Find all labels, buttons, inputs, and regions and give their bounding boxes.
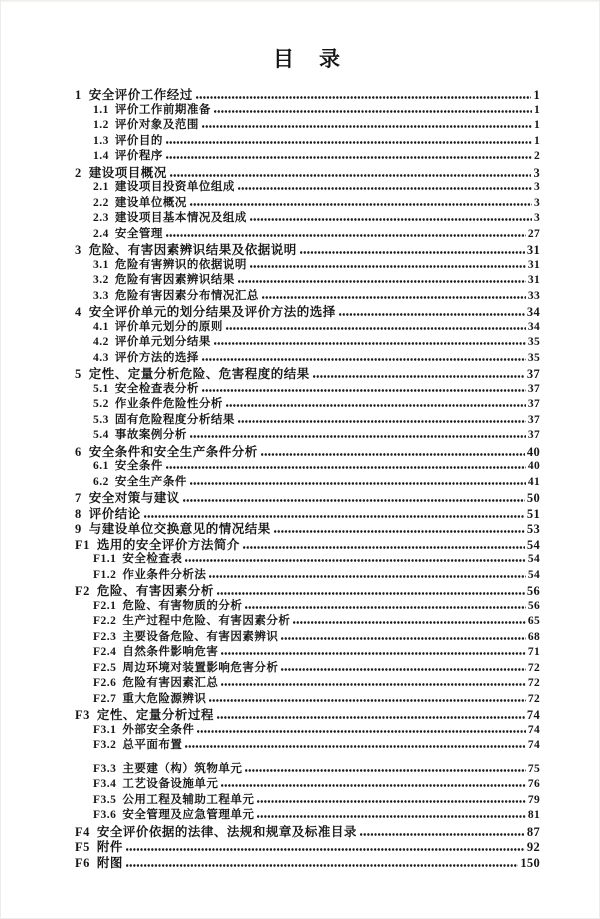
toc-entry-label: 危险有害辨识的依据说明 — [114, 258, 247, 271]
dot-leader — [196, 96, 532, 99]
toc-entry — [93, 566, 540, 582]
dot-leader — [217, 592, 525, 595]
toc-entry — [75, 853, 540, 869]
dot-leader — [166, 141, 532, 144]
toc-entry — [75, 488, 540, 504]
toc-entry — [93, 349, 540, 365]
toc-entry-number: F2.6 — [93, 677, 117, 689]
toc-entry-number: F3.5 — [93, 793, 117, 806]
toc-entry-number: 3 — [75, 243, 82, 257]
toc-entry — [75, 705, 540, 721]
toc-entry-label: 评价工作前期准备 — [114, 103, 211, 116]
toc-entry-number: 5.2 — [93, 398, 109, 410]
toc-entry-label: 安全对策与建议 — [88, 491, 180, 505]
toc-entry-number: 5.3 — [93, 413, 109, 426]
toc-entry-page: 3 — [533, 196, 540, 209]
toc-entry-page: 1 — [533, 134, 540, 147]
dot-leader — [226, 327, 526, 330]
dot-leader — [262, 296, 526, 299]
toc-entry-number: 6.1 — [93, 460, 109, 472]
toc-entry-number: F2.2 — [93, 615, 117, 627]
toc-entry-label: 安全评价工作经过 — [88, 88, 193, 102]
toc-entry-label: 公用工程及辅助工程单元 — [122, 793, 255, 806]
dot-leader — [221, 652, 525, 655]
toc-entry-number: F1.1 — [93, 553, 117, 565]
toc-entry-label: 与建设单位交换意见的情况结果 — [88, 522, 271, 536]
dot-leader — [185, 559, 525, 562]
dot-leader — [238, 187, 532, 190]
dot-leader — [144, 515, 525, 518]
toc-entry-page: 34 — [527, 320, 540, 333]
toc-entry-label: 总平面布置 — [122, 739, 183, 751]
toc-entry — [93, 674, 540, 690]
page-title: 目 录 — [273, 47, 342, 71]
toc-entry-page: 41 — [527, 475, 540, 488]
toc-entry-page: 54 — [527, 568, 540, 581]
toc-entry — [93, 721, 540, 737]
toc-entry-number: 3.2 — [93, 274, 109, 286]
dot-leader — [221, 784, 525, 787]
toc-entry-label: 固有危险程度分析结果 — [114, 413, 235, 426]
toc-entry-label: 作业条件分析法 — [122, 568, 207, 581]
toc-entry — [93, 194, 540, 210]
toc-entry — [75, 519, 540, 535]
toc-list — [75, 85, 540, 868]
toc-entry-page: 74 — [527, 739, 540, 751]
toc-entry — [75, 163, 540, 179]
toc-entry-number: 2.3 — [93, 212, 109, 224]
toc-entry-page: 33 — [527, 289, 540, 302]
toc-entry-label: 自然条件影响危害 — [122, 646, 219, 658]
toc-entry — [93, 457, 540, 473]
toc-entry-page: 54 — [527, 553, 540, 565]
dot-leader — [281, 637, 525, 640]
toc-entry-label: 外部安全条件 — [122, 723, 195, 736]
dot-leader — [190, 203, 532, 206]
dot-leader — [238, 420, 526, 423]
toc-entry-page: 1 — [533, 88, 540, 102]
toc-entry — [93, 178, 540, 194]
toc-entry — [75, 535, 540, 551]
toc-entry-label: 主要设备危险、有害因素辨识 — [122, 630, 279, 643]
toc-entry-number: 1.2 — [93, 119, 109, 131]
toc-entry — [93, 333, 540, 349]
dot-leader — [300, 251, 525, 254]
toc-entry-label: 评价单元划分结果 — [114, 336, 211, 348]
toc-entry-label: 危险、有害物质的分析 — [122, 599, 243, 612]
toc-entry — [75, 442, 540, 458]
toc-entry-page: 40 — [526, 444, 540, 459]
toc-entry-number: 1.4 — [93, 150, 109, 162]
toc-entry-number: 1.1 — [93, 103, 109, 116]
toc-entry — [93, 225, 540, 241]
dot-leader — [313, 375, 525, 378]
toc-entry — [93, 791, 540, 807]
toc-entry-label: 附图 — [96, 855, 123, 870]
toc-entry — [93, 411, 540, 427]
dot-leader — [339, 313, 525, 316]
toc-entry-number: 3.1 — [93, 258, 109, 271]
toc-entry-label: 安全检查表 — [122, 553, 183, 565]
toc-entry-label: 安全生产条件 — [114, 475, 187, 488]
toc-entry — [75, 581, 540, 597]
toc-entry-label: 安全条件和安全生产条件分析 — [88, 444, 258, 459]
toc-entry-label: 定性、定量分析危险、危害程度的结果 — [88, 367, 310, 381]
toc-entry-page: 27 — [527, 227, 540, 240]
toc-entry — [93, 659, 540, 675]
dot-leader — [190, 482, 526, 485]
toc-entry-label: 安全检查表分析 — [114, 382, 199, 395]
dot-leader — [202, 389, 526, 392]
dot-leader — [166, 156, 532, 159]
toc-entry-page: 72 — [527, 661, 540, 674]
toc-entry-label: 评价单元划分的原则 — [114, 320, 223, 333]
toc-entry-label: 安全管理及应急管理单元 — [122, 809, 255, 821]
toc-entry-number: 2.2 — [93, 196, 109, 209]
toc-entry — [93, 132, 540, 148]
toc-entry — [75, 822, 540, 838]
toc-entry — [93, 597, 540, 613]
toc-entry-page: 37 — [526, 367, 540, 381]
toc-entry — [75, 85, 540, 101]
toc-entry-number: F6 — [75, 855, 90, 870]
toc-entry-page: 51 — [526, 506, 540, 521]
toc-entry-page: 40 — [527, 460, 540, 472]
toc-entry-label: 选用的安全评价方法简介 — [96, 537, 240, 552]
toc-entry-label: 安全评价依据的法律、法规和规章及标准目录 — [96, 824, 357, 839]
toc-entry-label: 建设项目基本情况及组成 — [114, 212, 247, 224]
toc-entry — [93, 101, 540, 117]
dot-leader — [238, 280, 526, 283]
toc-entry-number: F2 — [75, 584, 90, 598]
dot-leader — [221, 683, 525, 686]
toc-entry-page: 34 — [526, 305, 540, 319]
toc-entry-label: 安全管理 — [114, 227, 163, 240]
toc-entry-number: 6.2 — [93, 475, 109, 488]
toc-entry — [93, 550, 540, 566]
toc-entry-page: 1 — [533, 119, 540, 131]
toc-entry-label: 评价方法的选择 — [114, 351, 199, 364]
dot-leader — [209, 575, 525, 578]
toc-entry-label: 作业条件危险性分析 — [114, 398, 223, 410]
toc-entry-page: 50 — [526, 491, 540, 505]
toc-entry-page: 71 — [527, 646, 540, 658]
dot-leader — [226, 404, 526, 407]
toc-entry-label: 评价对象及范围 — [114, 119, 199, 131]
dot-leader — [190, 435, 526, 438]
toc-entry-page: 68 — [527, 630, 540, 643]
toc-entry — [93, 775, 540, 791]
toc-entry-page: 31 — [527, 274, 540, 286]
toc-entry — [75, 302, 540, 318]
toc-entry-number: F5 — [75, 840, 90, 854]
toc-entry-number: 5.4 — [93, 429, 109, 441]
toc-entry-page: 74 — [527, 723, 540, 736]
toc-entry-number: F4 — [75, 824, 90, 839]
dot-leader — [197, 730, 525, 733]
toc-entry-number: 3.3 — [93, 289, 109, 302]
toc-entry-page: 3 — [533, 165, 540, 180]
dot-leader — [126, 848, 525, 851]
toc-entry — [93, 287, 540, 303]
toc-entry — [93, 806, 540, 822]
toc-entry-number: 8 — [75, 506, 82, 521]
toc-entry-label: 定性、定量分析过程 — [96, 708, 214, 722]
toc-entry-page: 75 — [527, 762, 540, 775]
toc-entry-page: 37 — [527, 382, 540, 395]
toc-entry-page: 92 — [526, 840, 540, 854]
toc-entry-page: 72 — [527, 677, 540, 689]
toc-entry-page: 3 — [533, 212, 540, 224]
toc-entry-number: F2.1 — [93, 599, 117, 612]
toc-entry-label: 安全条件 — [114, 460, 163, 472]
dot-leader — [360, 833, 525, 836]
toc-entry-label: 危险有害因素辨识结果 — [114, 274, 235, 286]
dot-leader — [202, 358, 526, 361]
toc-entry-number: F2.7 — [93, 692, 117, 705]
toc-entry-page: 79 — [527, 793, 540, 806]
toc-entry-page: 53 — [526, 522, 540, 536]
toc-entry-number: 6 — [75, 444, 82, 459]
dot-leader — [170, 174, 532, 177]
toc-entry-label: 危险、有害因素分析 — [96, 584, 214, 598]
dot-leader — [257, 815, 525, 818]
toc-entry-number: 5 — [75, 367, 82, 381]
toc-entry-page: 35 — [527, 351, 540, 364]
dot-leader — [214, 110, 532, 113]
toc-entry — [93, 380, 540, 396]
toc-entry — [93, 612, 540, 628]
toc-entry-page: 31 — [527, 258, 540, 271]
toc-entry-number: 4.3 — [93, 351, 109, 364]
toc-entry-number: 2 — [75, 165, 82, 180]
dot-leader — [126, 864, 518, 867]
toc-entry — [93, 209, 540, 225]
toc-entry-page: 56 — [527, 599, 540, 612]
dot-leader — [166, 234, 526, 237]
dot-leader — [250, 218, 532, 221]
toc-entry-page: 81 — [527, 809, 540, 821]
toc-entry-number: 1.3 — [93, 134, 109, 147]
toc-entry — [93, 736, 540, 752]
dot-leader — [261, 453, 525, 456]
toc-entry-label: 危险、有害因素辨识结果及依据说明 — [88, 243, 297, 257]
toc-entry — [93, 147, 540, 163]
toc-entry-number: F2.3 — [93, 630, 117, 643]
toc-entry-number: F1 — [75, 537, 90, 552]
toc-entry-number: F3.4 — [93, 778, 117, 790]
toc-entry-label: 主要建（构）筑物单元 — [122, 762, 243, 775]
dot-leader — [185, 745, 525, 748]
toc-entry-label: 评价结论 — [88, 506, 141, 521]
toc-entry-page: 72 — [527, 692, 540, 705]
toc-entry-number: 4.2 — [93, 336, 109, 348]
toc-entry-number: F2.4 — [93, 646, 117, 658]
toc-entry-number: F1.2 — [93, 568, 117, 581]
toc-entry-page: 87 — [526, 824, 540, 839]
toc-entry-page: 56 — [526, 584, 540, 598]
dot-leader — [202, 125, 532, 128]
toc-entry-page: 37 — [527, 429, 540, 441]
toc-entry-label: 建设单位概况 — [114, 196, 187, 209]
toc-entry-label: 建设项目投资单位组成 — [114, 181, 235, 193]
dot-leader — [293, 621, 525, 624]
toc-entry-page: 3 — [533, 181, 540, 193]
toc-entry — [75, 240, 540, 256]
toc-entry-label: 安全评价单元的划分结果及评价方法的选择 — [88, 305, 336, 319]
toc-entry-number: F2.5 — [93, 661, 117, 674]
toc-entry — [93, 395, 540, 411]
dot-leader — [243, 546, 525, 549]
toc-entry-number: 2.1 — [93, 181, 109, 193]
dot-leader — [250, 265, 526, 268]
toc-entry-number: 7 — [75, 491, 82, 505]
toc-entry — [93, 473, 540, 489]
toc-entry-page: 76 — [527, 778, 540, 790]
toc-entry-page: 37 — [527, 413, 540, 426]
dot-leader — [281, 668, 525, 671]
toc-entry-label: 生产过程中危险、有害因素分析 — [122, 615, 291, 627]
toc-entry-page: 37 — [527, 398, 540, 410]
toc-entry — [93, 643, 540, 659]
dot-leader — [274, 530, 525, 533]
toc-entry-number: F3.6 — [93, 809, 117, 821]
toc-entry — [93, 271, 540, 287]
dot-leader — [183, 499, 525, 502]
toc-entry-label: 工艺设备设施单元 — [122, 778, 219, 790]
toc-entry-number: 4.1 — [93, 320, 109, 333]
toc-entry-number: 5.1 — [93, 382, 109, 395]
toc-entry-number: 2.4 — [93, 227, 109, 240]
dot-leader — [214, 342, 526, 345]
toc-entry-number: 4 — [75, 305, 82, 319]
toc-entry-label: 事故案例分析 — [114, 429, 187, 441]
toc-entry — [93, 426, 540, 442]
dot-leader — [257, 800, 525, 803]
toc-entry-number: F3.1 — [93, 723, 117, 736]
toc-entry-page: 54 — [526, 537, 540, 552]
toc-entry — [75, 364, 540, 380]
toc-entry-page: 35 — [527, 336, 540, 348]
toc-entry-number: F3.2 — [93, 739, 117, 751]
toc-entry — [93, 116, 540, 132]
toc-entry-label: 重大危险源辨识 — [122, 692, 207, 705]
toc-entry — [93, 256, 540, 272]
toc-entry-page: 74 — [526, 708, 540, 722]
dot-leader — [245, 606, 525, 609]
toc-entry-label: 建设项目概况 — [88, 165, 167, 180]
toc-entry-page: 1 — [533, 103, 540, 116]
dot-leader — [166, 466, 526, 469]
toc-entry-label: 危险有害因素分布情况汇总 — [114, 289, 259, 302]
toc-entry-label: 周边环境对装置影响危害分析 — [122, 661, 279, 674]
toc-entry-page: 65 — [527, 615, 540, 627]
toc-entry — [93, 628, 540, 644]
toc-entry-label: 评价目的 — [114, 134, 163, 147]
toc-entry-page: 2 — [533, 150, 540, 162]
toc-entry-label: 评价程序 — [114, 150, 163, 162]
toc-entry-number: F3.3 — [93, 762, 117, 775]
toc-entry-number: 9 — [75, 522, 82, 536]
toc-entry — [93, 760, 540, 776]
toc-entry-page: 150 — [520, 855, 540, 870]
dot-leader — [245, 769, 525, 772]
toc-entry-label: 危险有害因素汇总 — [122, 677, 219, 689]
toc-entry — [93, 690, 540, 706]
toc-entry-page: 31 — [526, 243, 540, 257]
toc-entry-number: F3 — [75, 708, 90, 722]
toc-entry-number: 1 — [75, 88, 82, 102]
toc-entry-label: 附件 — [96, 840, 123, 854]
dot-leader — [217, 716, 525, 719]
dot-leader — [209, 699, 525, 702]
